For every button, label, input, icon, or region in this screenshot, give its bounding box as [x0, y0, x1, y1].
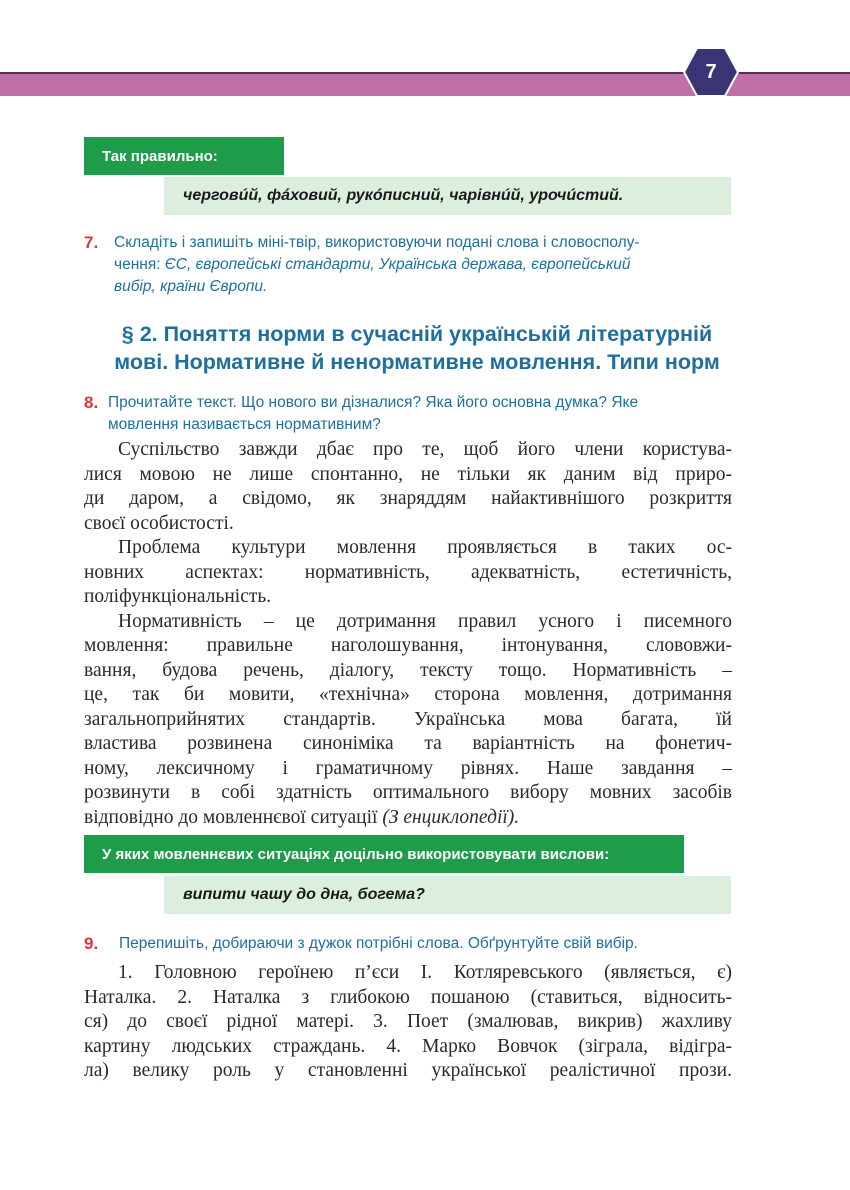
text-line: 1. Головною героїнею п’єси І. Котляревського (являється, є) [118, 962, 732, 983]
page-number-badge [683, 47, 739, 97]
section-title-line: мові. Нормативне й ненормативне мовлення. Типи норм [114, 350, 720, 374]
text-line: поліфункціональність. [84, 586, 272, 607]
text-line: Суспільство завжди дбає про те, щоб його члени користува- [118, 439, 732, 460]
task-number: 9. [84, 934, 99, 953]
text-line: своєї особистості. [84, 512, 234, 534]
question-label: У яких мовленнєвих ситуаціях доцільно використовувати вислови: [84, 835, 684, 873]
page-number: 7 [705, 61, 717, 83]
text-line: вання, будова речень, діалогу, тексту тощо. Нормативність – [84, 659, 732, 681]
task-line: Перепишіть, добираючи з дужок потрібні слова. Обґрунтуйте свій вибір. [119, 935, 638, 952]
text-source: (З енциклопедії). [382, 806, 520, 828]
section-title [97, 320, 737, 376]
task-italic: ЄС, європейські стандарти, Українська держава, європейський [164, 256, 631, 273]
text-line: лися мовою не лише спонтанно, не тільки як даним від приро- [84, 463, 732, 485]
reading-text [84, 438, 732, 830]
text-line: ному, лексичному і граматичному рівнях. Наше завдання – [84, 757, 732, 779]
text-line: Нормативність – це дотримання правил усного і писемного [118, 610, 732, 632]
text-line [84, 806, 732, 831]
text-line: картину людських страждань. 4. Марко Вовчок (зіграла, відігра- [84, 1035, 732, 1057]
task-text: чення: [114, 256, 165, 273]
task-8 [84, 392, 732, 436]
task-9 [84, 933, 732, 955]
text-line: властива розвинена синоніміка та варіантність на фонетич- [84, 733, 732, 754]
correct-label: Так правильно: [84, 137, 284, 175]
text-line: ся) до своєї рідної матері. 3. Поет (змалював, викрив) жахливу [84, 1011, 732, 1032]
expressions-box: випити чашу до дна, богема? [164, 876, 731, 914]
text-line: Проблема культури мовлення проявляється в таких ос- [118, 537, 732, 558]
text-line: розвинути в собі здатність оптимального вибору мовних засобів [84, 782, 732, 803]
task-italic: вибір, країни Європи. [114, 278, 268, 295]
task-line [114, 276, 732, 298]
task-7 [84, 232, 732, 298]
text-fragment: відповідно до мовленнєвої ситуації [84, 806, 383, 828]
text-line: Наталка. 2. Наталка з глибокою пошаною (ставиться, відносить- [84, 986, 732, 1008]
task-number: 8. [84, 393, 99, 412]
task-line: Складіть і запишіть міні-твір, використовуючи подані слова і словосполу- [114, 234, 640, 251]
task-line: Прочитайте текст. Що нового ви дізналися? Яка його основна думка? Яке [108, 394, 639, 411]
task-line: мовлення називається нормативним? [108, 416, 381, 433]
text-line: ла) велику роль у становленні української реалістичної прози. [84, 1060, 732, 1081]
text-line: ди даром, а свідомо, як знаряддям найактивнішого розкриття [84, 488, 732, 509]
task-line [114, 254, 732, 276]
text-line: мовлення: правильне наголошування, інтонування, слововжи- [84, 635, 732, 656]
section-title-line: § 2. Поняття норми в сучасній українській літературній [121, 322, 713, 346]
text-line: новних аспектах: нормативність, адекватність, естетичність, [84, 561, 732, 583]
task-number: 7. [84, 233, 99, 252]
text-line: це, так би мовити, «технічна» сторона мовлення, дотримання [84, 684, 732, 705]
exercise-text [84, 961, 732, 1084]
text-line: загальноприйнятих стандартів. Українська мова багата, їй [84, 708, 732, 730]
correct-words-box: черговúй, фáховий, рукóписний, чарівнúй, урочúстий. [164, 177, 731, 215]
